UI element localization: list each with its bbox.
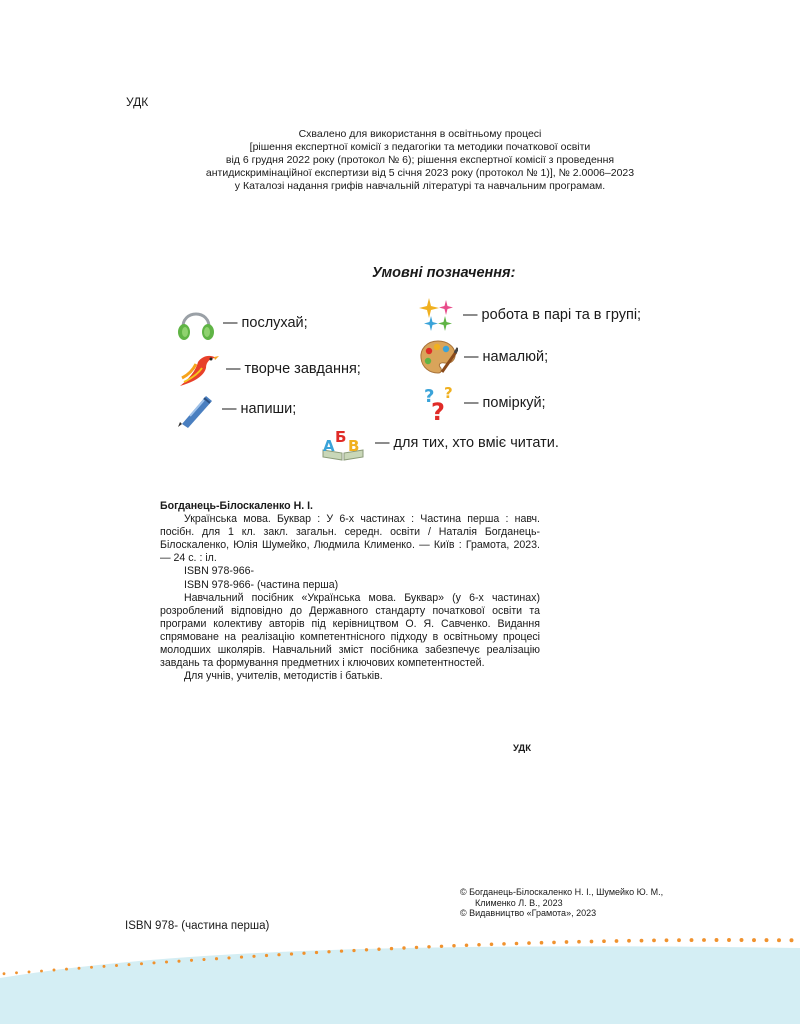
approval-line: у Каталозі надання грифів навчальній літературі та навчальним програмам. [234, 180, 606, 192]
abv-letter-b: Б [335, 428, 347, 446]
headphones-icon [175, 303, 217, 343]
decorative-dot [53, 969, 56, 972]
decorative-dot [3, 972, 6, 975]
bibliography-audience: Для учнів, учителів, методистів і батьків. [184, 670, 383, 683]
svg-text:?: ? [431, 398, 445, 423]
approval-line: Схвалено для використання в освітньому процесі [298, 128, 542, 140]
decorative-dot [602, 939, 606, 943]
decorative-dot [252, 955, 255, 958]
decorative-dot [140, 962, 143, 965]
copyright-publisher: © Видавництво «Грамота», 2023 [460, 908, 597, 918]
approval-line: від 6 грудня 2022 року (протокол № 6); рішення експертної комісії з проведення [225, 154, 615, 166]
decorative-dot [515, 942, 519, 946]
decorative-dot [327, 950, 330, 953]
approval-line: антидискримінаційної експертизи від 5 січня 2023 року (протокол № 1)], № 2.0006–2023 [205, 167, 635, 179]
decorative-dot [115, 964, 118, 967]
decorative-dot [340, 949, 343, 952]
decorative-dot [152, 961, 155, 964]
copyright-block [460, 887, 663, 919]
decorative-dot [765, 938, 769, 942]
bibliography-isbn: ISBN 978-966- [184, 565, 255, 578]
legend-label-listen: — послухай; [223, 315, 308, 331]
approval-statement [140, 128, 700, 193]
isbn-footer: ISBN 978- (частина перша) [125, 920, 270, 932]
decorative-dot [727, 938, 731, 942]
legend-item-creative [176, 348, 361, 390]
decorative-dot [28, 970, 31, 973]
legend-item-listen [175, 303, 308, 343]
decorative-dot [715, 938, 719, 942]
decorative-dot [740, 938, 744, 942]
decorative-dot [490, 943, 494, 947]
legend-title: Умовні позначення: [372, 265, 516, 281]
decorative-dot [290, 952, 293, 955]
abv-book-icon [320, 424, 366, 462]
decorative-dot [65, 968, 68, 971]
decorative-dot [465, 944, 469, 948]
decorative-dot [365, 948, 368, 951]
svg-text:?: ? [444, 384, 453, 402]
legend-label-pair-work: — робота в парі та в групі; [463, 307, 642, 323]
stars-icon [417, 296, 457, 334]
decorative-dot [552, 941, 556, 945]
bibliography-description-line: Українська мова. Буквар : У 6-х частинах : Частина перша : навч. посібн. для 1 кл. закл. загальн. середн. освіти / Наталія Богданець-Білоскаленко, Юлія Шумейко, Людмила Клименко. — Київ : Грамота, 2023. — 24 с. : іл. [160, 513, 540, 565]
decorative-dot [302, 952, 305, 955]
decorative-dot [677, 938, 681, 942]
bibliographic-record [160, 500, 540, 683]
decorative-dot [627, 939, 631, 943]
decorative-dot [777, 938, 781, 942]
decorative-dot [790, 938, 794, 942]
decorative-dot [752, 938, 756, 942]
svg-text:?: ? [424, 386, 435, 407]
decorative-dot [227, 956, 230, 959]
decorative-dot [540, 941, 544, 945]
decorative-dot [352, 949, 355, 952]
decorative-dot [315, 951, 318, 954]
legend-label-creative: — творче завдання; [226, 361, 361, 377]
decorative-dot [240, 956, 243, 959]
decorative-dot [477, 943, 481, 947]
legend-label-reading: — для тих, хто вміє читати. [375, 435, 559, 451]
decorative-dot [40, 970, 43, 973]
bibliography-isbn-part: ISBN 978-966- (частина перша) [184, 578, 339, 591]
decorative-dot [265, 954, 268, 957]
decorative-dot [277, 953, 280, 956]
footer-decoration [0, 930, 800, 1024]
decorative-dot [652, 939, 656, 943]
decorative-dot [415, 946, 418, 949]
bibliography-author: Богданець-Білоскаленко Н. І. [160, 500, 313, 512]
decorative-dot [190, 959, 193, 962]
decorative-dot [215, 957, 218, 960]
decorative-dot [427, 945, 430, 948]
abv-letter-a: А [323, 437, 335, 455]
approval-line: [рішення експертної комісії з педагогіки та методики початкової освіти [249, 141, 591, 153]
legend-label-write: — напиши; [222, 401, 297, 417]
decorative-dot [440, 945, 443, 948]
decorative-dot [665, 938, 669, 942]
decorative-dot [177, 960, 180, 963]
decorative-dot [90, 966, 93, 969]
decorative-dot [527, 941, 531, 945]
question-marks-icon [422, 383, 458, 423]
legend-label-think: — поміркуй; [464, 395, 546, 411]
decorative-dot [202, 958, 205, 961]
decorative-dot [15, 971, 18, 974]
decorative-dot [103, 965, 106, 968]
pen-icon [176, 390, 216, 428]
copyright-authors-cont: Клименко Л. В., 2023 [475, 897, 563, 908]
decorative-dot [565, 940, 569, 944]
decorative-dot [390, 947, 393, 950]
legend-item-pair-work [417, 296, 641, 334]
decorative-dot [402, 946, 405, 949]
legend-item-reading [320, 424, 559, 462]
decorative-dot [615, 939, 619, 943]
decorative-dot [78, 967, 81, 970]
decorative-dot [165, 960, 168, 963]
palette-icon [418, 338, 458, 376]
legend-label-draw: — намалюй; [464, 349, 549, 365]
legend-item-draw [418, 338, 548, 376]
copyright-authors: © Богданець-Білоскаленко Н. І., Шумейко Ю. М., [460, 887, 664, 897]
decorative-dot [640, 939, 644, 943]
decorative-dot [577, 940, 581, 944]
decorative-dot [452, 944, 455, 947]
decorative-dot [690, 938, 694, 942]
firebird-icon [176, 348, 220, 390]
udk-bottom: УДК [513, 743, 531, 754]
legend-item-write [176, 390, 296, 428]
bibliography-annotation: Навчальний посібник «Українська мова. Буквар» (у 6-х частинах) розроблений відповідно до Державного стандарту початкової освіти та програми колективу авторів під керівництвом О. Я. Савченко. Видання спрямоване на реалізацію компетентнісного підходу в освітньому процесі молодших школярів. Навчальний зміст посібника забезпечує реалізацію завдань та формування предметних і ключових компетентностей. [160, 591, 540, 670]
decorative-dot [377, 948, 380, 951]
abv-letter-v: В [348, 437, 360, 455]
decorative-dot [590, 940, 594, 944]
decorative-dot [702, 938, 706, 942]
decorative-dot [128, 963, 131, 966]
decorative-dot [502, 942, 506, 946]
udk-heading: УДК [126, 95, 149, 109]
legend-item-think [422, 383, 546, 423]
